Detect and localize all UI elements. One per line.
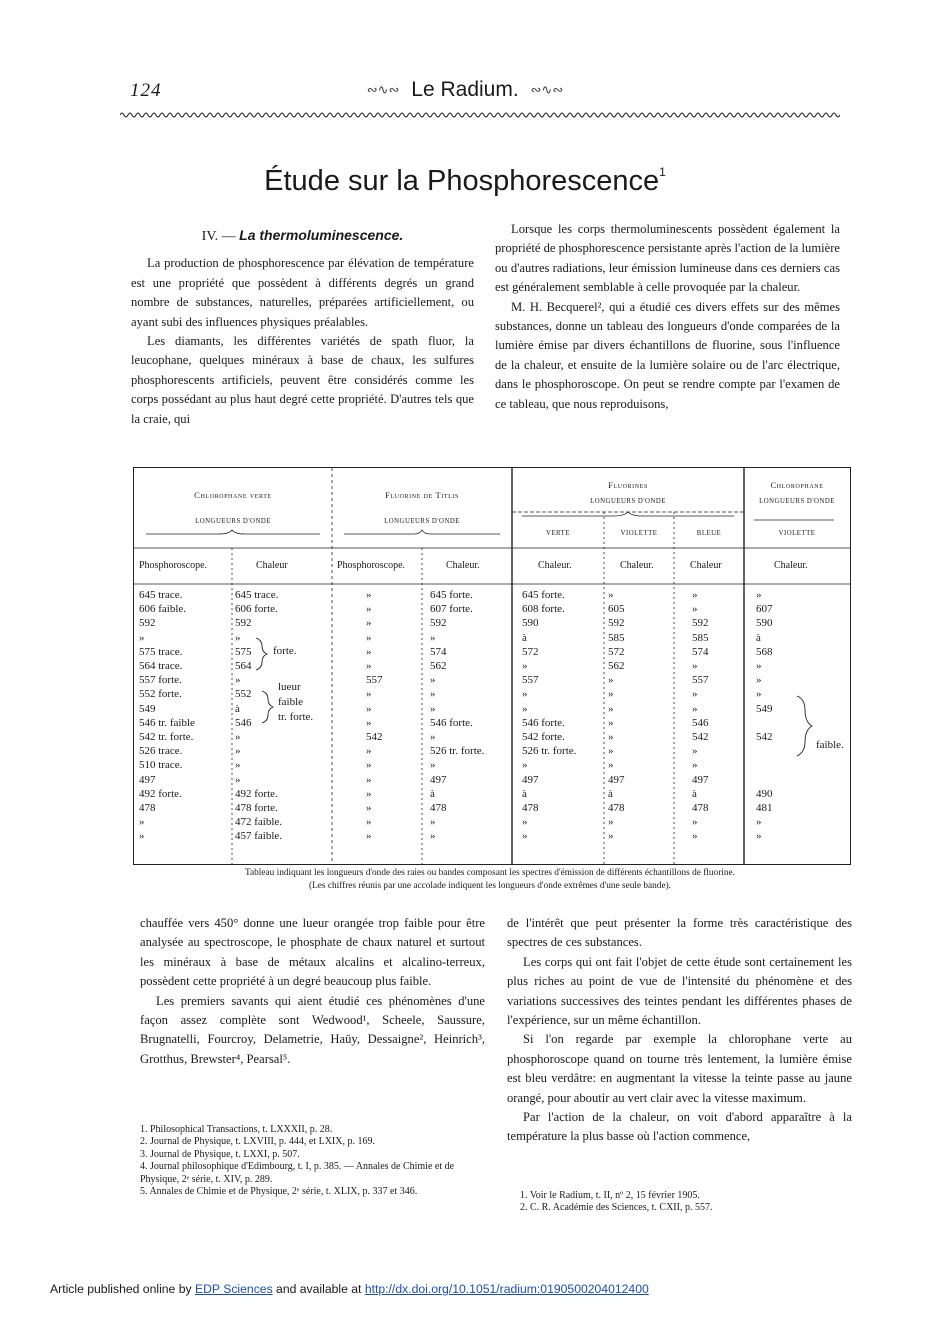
- table-cell: »: [235, 731, 241, 743]
- paragraph: La production de phosphorescence par élévation de température est une propriété que possèdent à différents degrés un grand nombre de substances, naturelles, préparées artificiellement, ou ayant subi des influences physiques préalables.: [131, 256, 474, 329]
- table-cell: 608 forte.: [522, 603, 565, 616]
- header-chlorophane-verte: Chlorophane verte: [194, 490, 272, 500]
- running-header: [0, 78, 930, 102]
- table-cell: 592: [235, 617, 252, 630]
- table-cell: 542: [366, 731, 383, 743]
- table-cell: à: [235, 702, 240, 715]
- table-cell: »: [430, 830, 436, 843]
- table-cell: »: [366, 645, 372, 658]
- right-column-bottom: [507, 914, 852, 1147]
- table-cell: 546 forte.: [430, 716, 473, 729]
- table-cell: »: [692, 830, 698, 843]
- paragraph: M. H. Becquerel², qui a étudié ces divers effets sur des mêmes substances, donne un tableau des longueurs d'onde comparées de la lumière émise par divers échantillons de fluorine, sous l'influence de la chaleur, et ensuite de la lumière solaire ou de l'arc électrique, dans le phosphoroscope. On peut se rendre compte par l'examen de ce tableau, que nous reproduisons,: [495, 299, 840, 411]
- footer-prefix: Article published online by: [50, 1282, 195, 1296]
- subheader-col-4: Chaleur.: [446, 560, 480, 571]
- header-longueurs-2: LONGUEURS D'ONDE: [384, 518, 460, 525]
- table-cell: 478 forte.: [235, 802, 278, 814]
- section-number: IV. —: [201, 229, 240, 244]
- section-heading-text: La thermoluminescence.: [239, 227, 404, 243]
- table-cell: à: [692, 787, 697, 800]
- table-cell: 457 faible.: [235, 830, 283, 843]
- footnotes-right: [520, 1190, 850, 1215]
- table-cell: »: [756, 688, 762, 701]
- table-cell: »: [366, 589, 372, 601]
- table-cell: 606 forte.: [235, 603, 278, 616]
- table-cell: »: [522, 702, 528, 715]
- table-cell: 478: [139, 802, 156, 814]
- table-cell: 645 forte.: [522, 589, 565, 601]
- subheader-col-6: Chaleur.: [620, 560, 654, 571]
- table-cell: 585: [692, 631, 709, 644]
- article-title-text: Étude sur la Phosphorescence: [264, 165, 660, 197]
- header-violette-2: VIOLETTE: [778, 530, 816, 537]
- table-cell: »: [430, 816, 436, 829]
- footnote: 5. Annales de Chimie et de Physique, 2ᵉ série, t. XLIX, p. 337 et 346.: [140, 1186, 418, 1198]
- table-cell: 607: [756, 603, 773, 616]
- subheader-col-1: Phosphoroscope.: [139, 560, 208, 571]
- table-cell: 526 tr. forte.: [522, 745, 577, 758]
- table-cell: 478: [608, 802, 625, 814]
- table-cell: 497: [692, 773, 709, 786]
- table-cell: »: [430, 674, 436, 687]
- table-cell: »: [235, 674, 241, 687]
- table-cell: 645 trace.: [235, 589, 279, 601]
- table-cell: »: [522, 816, 528, 829]
- table-cell: 542 tr. forte.: [139, 731, 194, 743]
- table-cell: à: [522, 787, 527, 800]
- table-cell: »: [430, 731, 436, 743]
- paragraph: Les premiers savants qui aient étudié ces phénomènes d'une façon assez complète sont Wedwood¹, Scheele, Saussure, Brugnatelli, Fourcroy, Delametrie, Haüy, Dessaigne², Heinrich³, Grotthus, Brewster⁴, Pearsal⁵.: [140, 993, 485, 1066]
- table-cell: »: [608, 745, 614, 758]
- footnote: 3. Journal de Physique, t. LXXI, p. 507.: [140, 1148, 300, 1160]
- table-cell: 590: [522, 617, 539, 630]
- table-cell: »: [608, 830, 614, 843]
- table-cell: 606 faible.: [139, 603, 187, 616]
- table-cell: »: [235, 759, 241, 772]
- table-cell: »: [366, 802, 372, 814]
- header-longueurs-4: LONGUEURS D'ONDE: [759, 498, 835, 505]
- table-cell: »: [366, 759, 372, 772]
- table-cell: 605: [608, 603, 625, 616]
- table-cell: »: [366, 688, 372, 701]
- table-cell: 592: [608, 617, 625, 630]
- caption-line-2: (Les chiffres réunis par une accolade indiquent les longueurs d'onde extrêmes d'une seule bande).: [308, 881, 671, 891]
- table-cell: »: [366, 660, 372, 672]
- table-cell: »: [430, 702, 436, 715]
- table-cell: »: [756, 589, 762, 601]
- ornament-left: ∾∿∾: [366, 82, 400, 98]
- table-cell: »: [608, 731, 614, 743]
- brace-label-tr-forte: tr. forte.: [278, 711, 314, 723]
- header-longueurs-3: LONGUEURS D'ONDE: [590, 498, 666, 505]
- table-cell: »: [430, 759, 436, 772]
- table-cell: »: [430, 688, 436, 701]
- table-cell: »: [366, 617, 372, 630]
- footnote: 1. Philosophical Transactions, t. LXXXII, p. 28.: [140, 1124, 333, 1135]
- ornament-right: ∾∿∾: [530, 82, 564, 98]
- table-cell: »: [522, 660, 528, 672]
- table-cell: »: [430, 631, 436, 644]
- table-cell: 574: [692, 645, 709, 658]
- table-cell: »: [366, 773, 372, 786]
- table-cell: »: [692, 745, 698, 758]
- table-cell: 552 forte.: [139, 688, 182, 701]
- table-cell: 492 forte.: [139, 787, 182, 800]
- table-cell: 481: [756, 802, 773, 814]
- caption-line-1: Tableau indiquant les longueurs d'onde des raies ou bandes composant les spectres d'émission de différents échantillons de fluorine.: [245, 868, 735, 878]
- footnote: 4. Journal philosophique d'Edimbourg, t. I, p. 385. — Annales de Chimie et de Physique, 2ᵉ série, t. XIV, p. 289.: [140, 1161, 455, 1185]
- table-cell: à: [608, 787, 613, 800]
- header-fluorine-titlis: Fluorine de Titlis: [385, 490, 459, 500]
- table-cell: 574: [430, 645, 447, 658]
- right-column-top: [495, 220, 840, 414]
- table-cell: »: [756, 660, 762, 672]
- table-cell: 572: [608, 645, 625, 658]
- paragraph: chauffée vers 450° donne une lueur orangée trop faible pour être analysée au spectroscope, le phosphate de chaux naturel et surtout les minéraux à base de métaux alcalins et alcalino-terreux, possèdent cette propriété à un degré beaucoup plus faible.: [140, 916, 485, 989]
- header-longueurs-1: LONGUEURS D'ONDE: [195, 518, 271, 525]
- table-cell: »: [235, 745, 241, 758]
- table-cell: 557 forte.: [139, 674, 182, 687]
- table-cell: »: [522, 830, 528, 843]
- header-bleue: BLEUE: [696, 530, 722, 537]
- table-cell: à: [756, 631, 761, 644]
- table-cell: »: [235, 773, 241, 786]
- doi-link[interactable]: http://dx.doi.org/10.1051/radium:0190500204012400: [364, 1282, 649, 1296]
- table-cell: 542: [692, 731, 709, 743]
- paragraph: Si l'on regarde par exemple la chlorophane verte au phosphoroscope quand on tourne très lentement, la lumière émise est bleu verdâtre: en augmentant la vitesse la teinte passe au jaune orangé, pour aboutir au vert clair avec la vitesse maximum.: [507, 1032, 852, 1105]
- table-cell: 478: [522, 802, 539, 814]
- table-cell: 546: [692, 716, 709, 729]
- section-heading: [131, 226, 474, 246]
- publisher-link[interactable]: EDP Sciences: [194, 1282, 273, 1296]
- table-cell: »: [756, 816, 762, 829]
- table-cell: 552: [235, 688, 252, 701]
- brace-label-forte: forte.: [273, 645, 297, 657]
- footnote: 2. Journal de Physique, t. LXVIII, p. 444, et LXIX, p. 169.: [140, 1136, 375, 1148]
- table-cell: 568: [756, 645, 773, 658]
- table-cell: 542: [756, 731, 773, 743]
- table-cell: 557: [366, 674, 383, 687]
- table-cell: »: [139, 830, 145, 843]
- table-cell: »: [235, 631, 241, 644]
- footer-middle: and available at: [272, 1282, 365, 1296]
- table-cell: 645 forte.: [430, 589, 473, 601]
- subheader-col-8: Chaleur.: [774, 560, 808, 571]
- table-cell: »: [692, 702, 698, 715]
- paragraph: Lorsque les corps thermoluminescents possèdent également la propriété de phosphorescence persistante après l'action de la lumière ou d'autres radiations, leur émission lumineuse dans ces derniers cas est généralement semblable à celle provoquée par la chaleur.: [495, 222, 840, 295]
- table-cell: 478: [430, 802, 447, 814]
- table-cell: 526 tr. forte.: [430, 745, 485, 758]
- table-cell: 575: [235, 645, 252, 658]
- table-cell: »: [366, 631, 372, 644]
- table-cell: 562: [608, 660, 625, 672]
- footnote: 2. C. R. Académie des Sciences, t. CXII, p. 557.: [520, 1202, 713, 1214]
- wavelength-table: [133, 467, 851, 865]
- journal-title: Le Radium.: [411, 78, 519, 101]
- table-cell: 497: [139, 773, 156, 786]
- header-chlorophane: Chlorophane: [770, 480, 824, 490]
- table-cell: 645 trace.: [139, 589, 183, 601]
- paragraph: Les diamants, les différentes variétés de spath fluor, la leucophane, quelques minéraux à base de chaux, les sulfures phosphorescents artificiels, peuvent être considérés comme les corps possédant au plus haut degré cette propriété. D'autres tels que la craie, qui: [131, 334, 474, 426]
- table-cell: »: [139, 631, 145, 644]
- table-cell: 592: [139, 617, 156, 630]
- table-cell: 546 tr. faible: [139, 716, 195, 729]
- header-fluorines: Fluorines: [608, 480, 648, 490]
- footnotes-left: [140, 1124, 485, 1198]
- table-cell: 472 faible.: [235, 816, 283, 829]
- table-cell: 562: [430, 660, 447, 672]
- table-cell: 564: [235, 660, 252, 672]
- left-column-top: [131, 226, 474, 429]
- table-cell: »: [608, 674, 614, 687]
- article-title: [0, 165, 930, 198]
- table-cell: »: [366, 816, 372, 829]
- table-cell: 490: [756, 787, 773, 800]
- subheader-col-3: Phosphoroscope.: [337, 560, 406, 571]
- table-cell: »: [692, 759, 698, 772]
- title-footnote-mark: 1: [659, 165, 666, 179]
- paragraph: Les corps qui ont fait l'objet de cette étude sont certainement les plus riches au point de vue de l'intensité du phénomène et des variations successives des teintes pendant les différentes phases de l'expérience, sur un même échantillon.: [507, 954, 852, 1028]
- table-cell: »: [608, 702, 614, 715]
- brace-label-faible-2: faible.: [816, 739, 844, 751]
- table-cell: »: [366, 745, 372, 758]
- table-cell: 542 forte.: [522, 731, 565, 743]
- brace-label-lueur: lueur: [278, 681, 301, 693]
- table-cell: 590: [756, 617, 773, 630]
- table-cell: »: [522, 759, 528, 772]
- table-caption: [120, 867, 860, 893]
- table-cell: 510 trace.: [139, 759, 183, 772]
- header-verte: VERTE: [546, 530, 570, 537]
- table-cell: »: [366, 787, 372, 800]
- table-cell: 592: [692, 617, 709, 630]
- table-cell: 549: [139, 702, 156, 715]
- table-cell: »: [692, 660, 698, 672]
- table-cell: 564 trace.: [139, 660, 183, 672]
- table-cell: »: [692, 688, 698, 701]
- table-cell: »: [608, 688, 614, 701]
- table-cell: »: [608, 589, 614, 601]
- table-cell: »: [608, 816, 614, 829]
- table-cell: »: [692, 603, 698, 616]
- table-cell: 546 forte.: [522, 716, 565, 729]
- table-cell: 526 trace.: [139, 745, 183, 758]
- table-cell: »: [608, 759, 614, 772]
- table-cell: »: [756, 674, 762, 687]
- table-cell: »: [756, 830, 762, 843]
- table-cell: »: [366, 830, 372, 843]
- table-cell: à: [430, 787, 435, 800]
- paragraph: de l'intérêt que peut présenter la forme très caractéristique des spectres de ces substances.: [507, 916, 852, 950]
- table-cell: 557: [522, 674, 539, 687]
- page-number: 124: [130, 80, 162, 101]
- table-cell: »: [366, 603, 372, 616]
- table-cell: 478: [692, 802, 709, 814]
- table-cell: 575 trace.: [139, 645, 183, 658]
- table-cell: »: [692, 816, 698, 829]
- table-cell: 497: [430, 773, 447, 786]
- table-cell: à: [522, 631, 527, 644]
- table-cell: 572: [522, 645, 539, 658]
- table-cell: 585: [608, 631, 625, 644]
- publication-footer: [50, 1282, 649, 1296]
- ornamental-rule: [120, 111, 840, 119]
- paragraph: Par l'action de la chaleur, on voit d'abord apparaître à la température la plus basse où l'action commence,: [507, 1110, 852, 1144]
- subheader-col-7: Chaleur: [690, 560, 722, 571]
- table-cell: 557: [692, 674, 709, 687]
- brace-label-faible: faible: [278, 696, 304, 708]
- table-cell: »: [139, 816, 145, 829]
- table-cell: 492 forte.: [235, 787, 278, 800]
- table-cell: 497: [522, 773, 539, 786]
- table-cell: »: [608, 716, 614, 729]
- table-cell: »: [692, 589, 698, 601]
- table-cell: »: [366, 702, 372, 715]
- table-cell: 592: [430, 617, 447, 630]
- table-cell: 546: [235, 716, 252, 729]
- subheader-col-2: Chaleur: [256, 560, 288, 571]
- left-column-bottom: [140, 914, 485, 1069]
- table-cell: »: [366, 716, 372, 729]
- footnote: 1. Voir le Radium, t. II, nº 2, 15 février 1905.: [520, 1190, 700, 1201]
- table-cell: 549: [756, 702, 773, 715]
- table-cell: 497: [608, 773, 625, 786]
- subheader-col-5: Chaleur.: [538, 560, 572, 571]
- table-cell: »: [522, 688, 528, 701]
- table-cell: 607 forte.: [430, 603, 473, 616]
- header-violette: VIOLETTE: [620, 530, 658, 537]
